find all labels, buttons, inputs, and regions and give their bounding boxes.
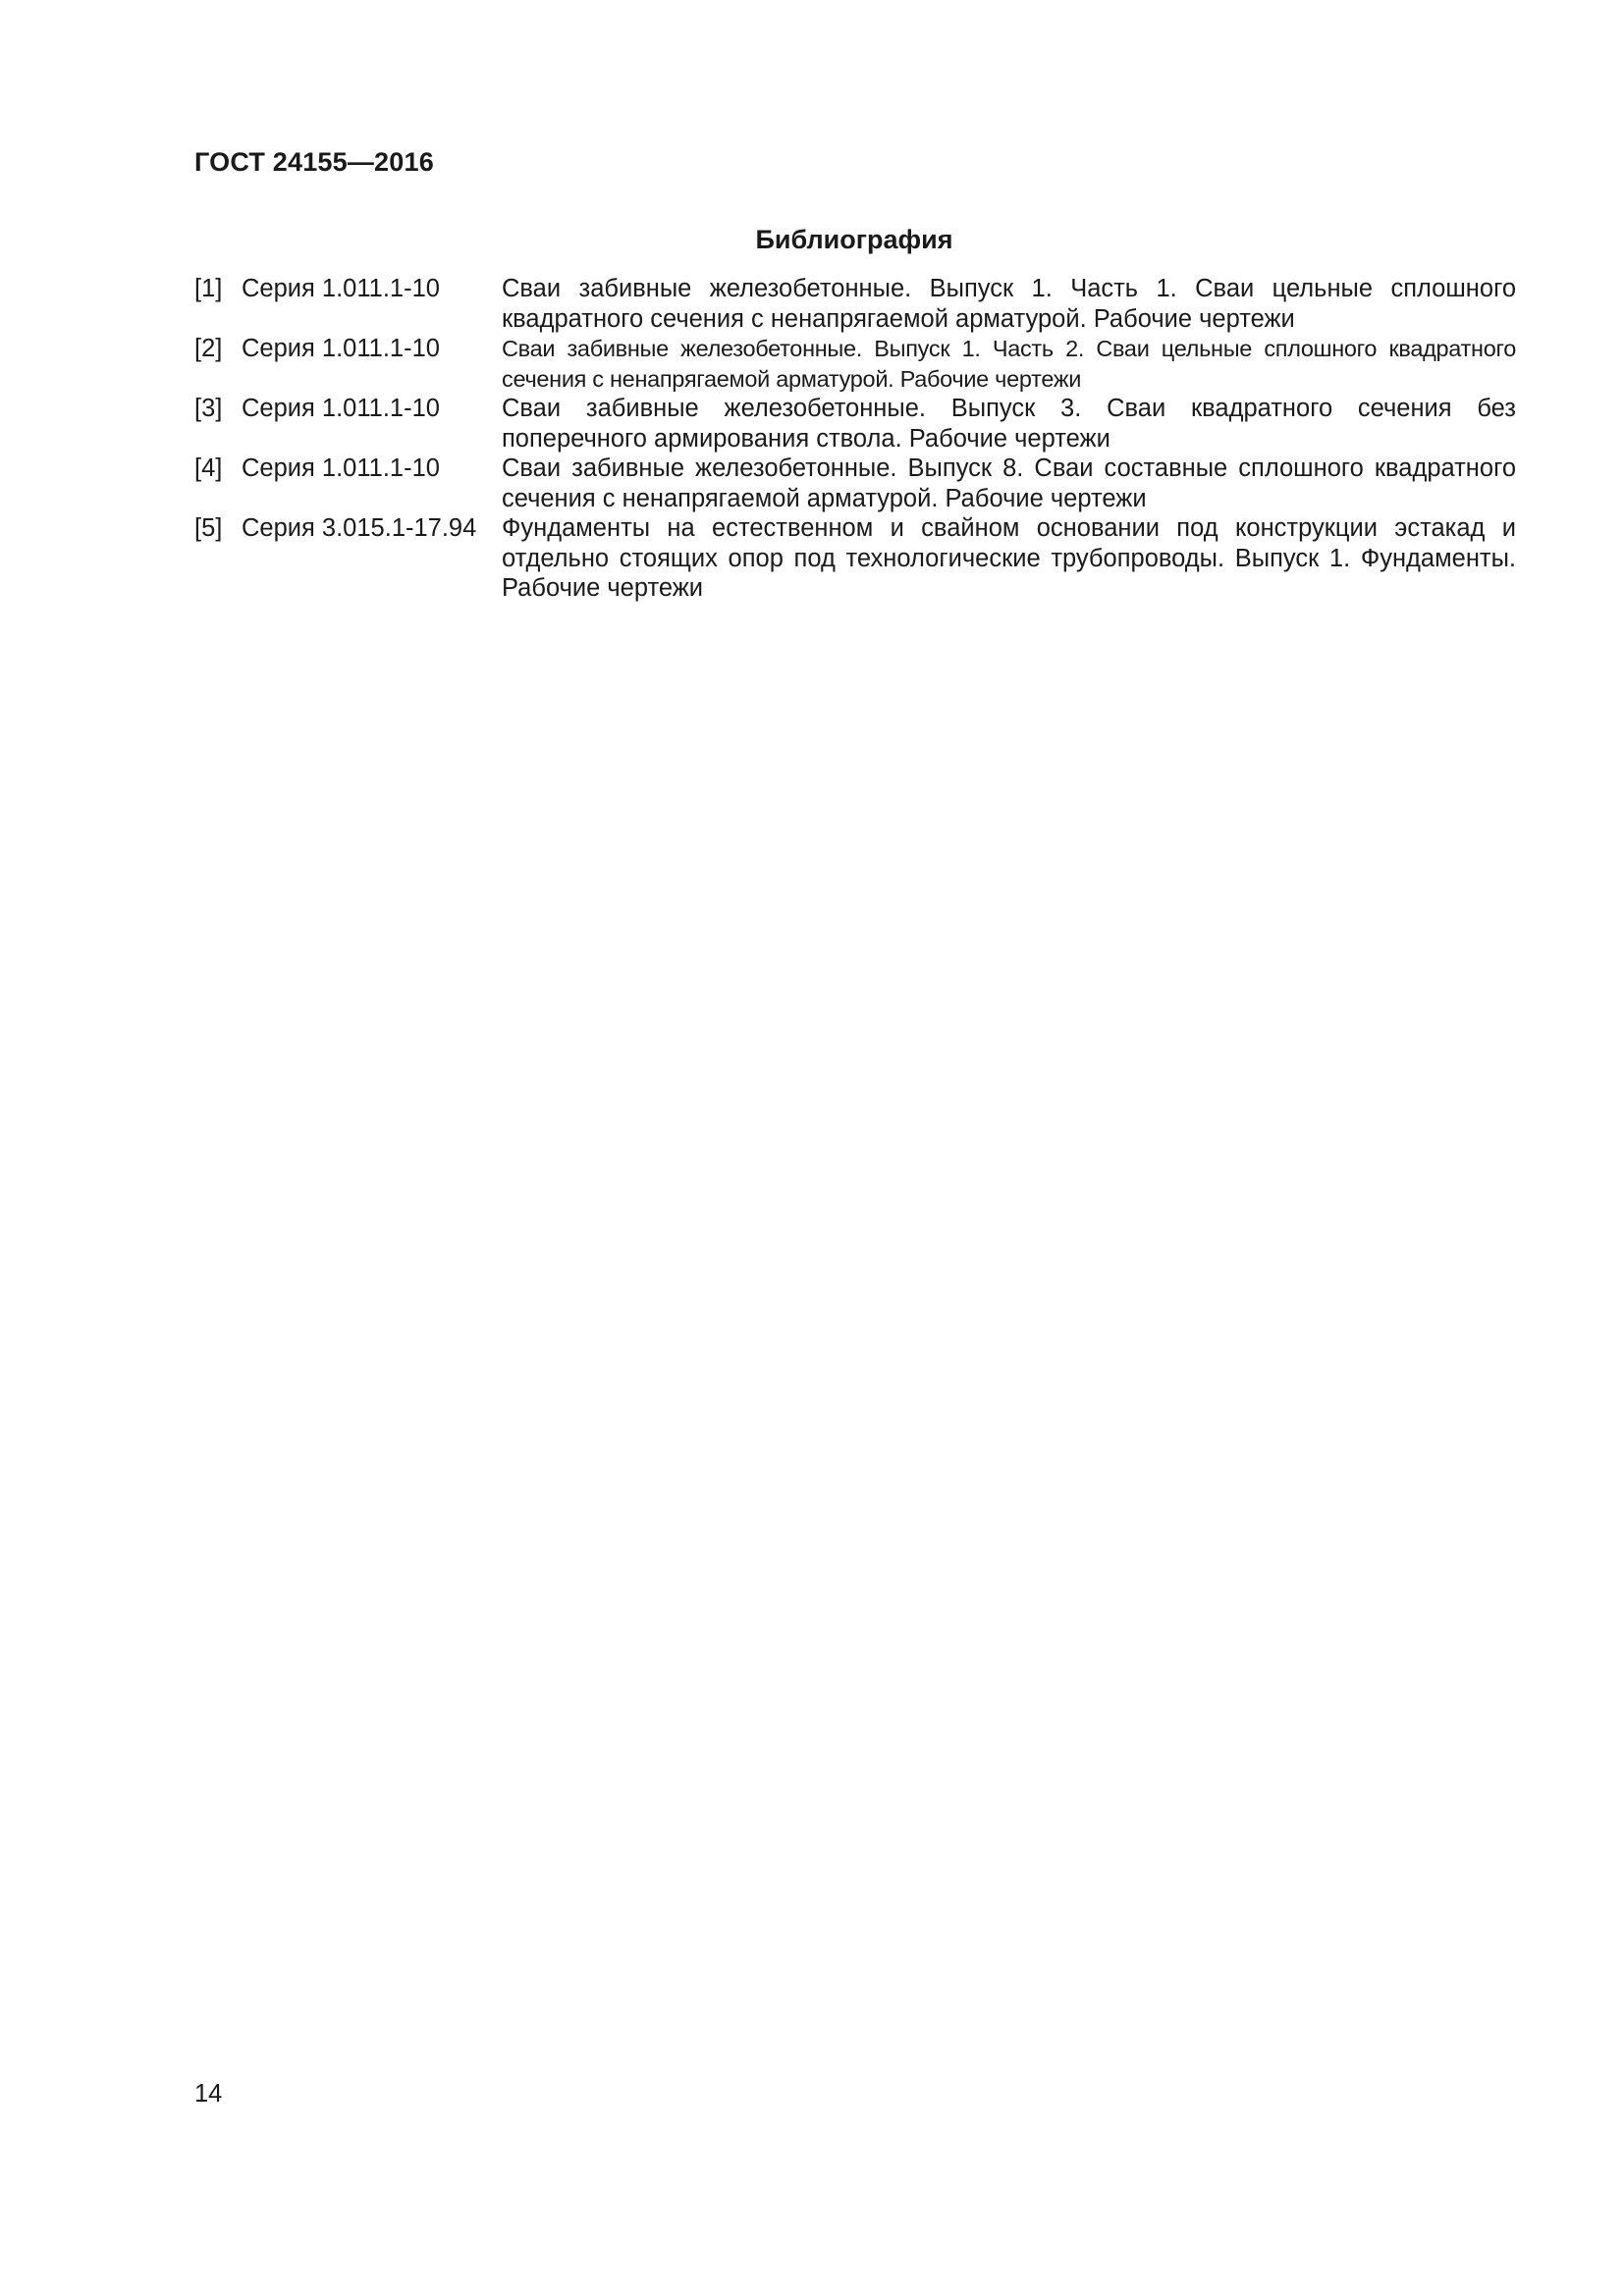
entry-number: [5] [194,514,223,542]
bibliography-entry-4 [194,454,1516,513]
entry-text: Сваи забивные железобетонные. Выпуск 8. Сваи составные сплошного квадратного сечения с ненапрягаемой арматурой. Рабочие чертежи [502,454,1516,512]
entry-text: Сваи забивные железобетонные. Выпуск 3. Сваи квадратного сечения без поперечного армирования ствола. Рабочие чертежи [502,395,1516,453]
bibliography-list [194,274,1516,604]
entry-series: Серия 1.011.1-10 [242,454,440,482]
entry-number: [2] [194,335,223,362]
entry-series: Серия 1.011.1-10 [242,275,440,302]
page-number: 14 [194,2080,223,2108]
entry-number: [4] [194,454,223,482]
entry-text: Фундаменты на естественном и свайном основании под конструкции эстакад и отдельно стоящих опор под технологические трубопроводы. Выпуск 1. Фундаменты. Рабочие чертежи [502,514,1516,602]
entry-text: Сваи забивные железобетонные. Выпуск 1. Часть 2. Сваи цельные сплошного квадратного сечения с ненапрягаемой арматурой. Рабочие чертежи [502,336,1516,392]
entry-number: [3] [194,395,223,422]
entry-series: Серия 3.015.1-17.94 [242,514,477,542]
bibliography-entry-1 [194,274,1516,334]
entry-series: Серия 1.011.1-10 [242,335,440,362]
bibliography-entry-3 [194,394,1516,454]
bibliography-entry-5 [194,513,1516,604]
document-code: ГОСТ 24155—2016 [194,147,434,177]
entry-text: Сваи забивные железобетонные. Выпуск 1. Часть 1. Сваи цельные сплошного квадратного сечения с ненапрягаемой арматурой. Рабочие чертежи [502,275,1516,333]
entry-number: [1] [194,275,223,302]
entry-series: Серия 1.011.1-10 [242,395,440,422]
bibliography-entry-2 [194,334,1516,394]
bibliography-title: Библиография [755,225,953,254]
